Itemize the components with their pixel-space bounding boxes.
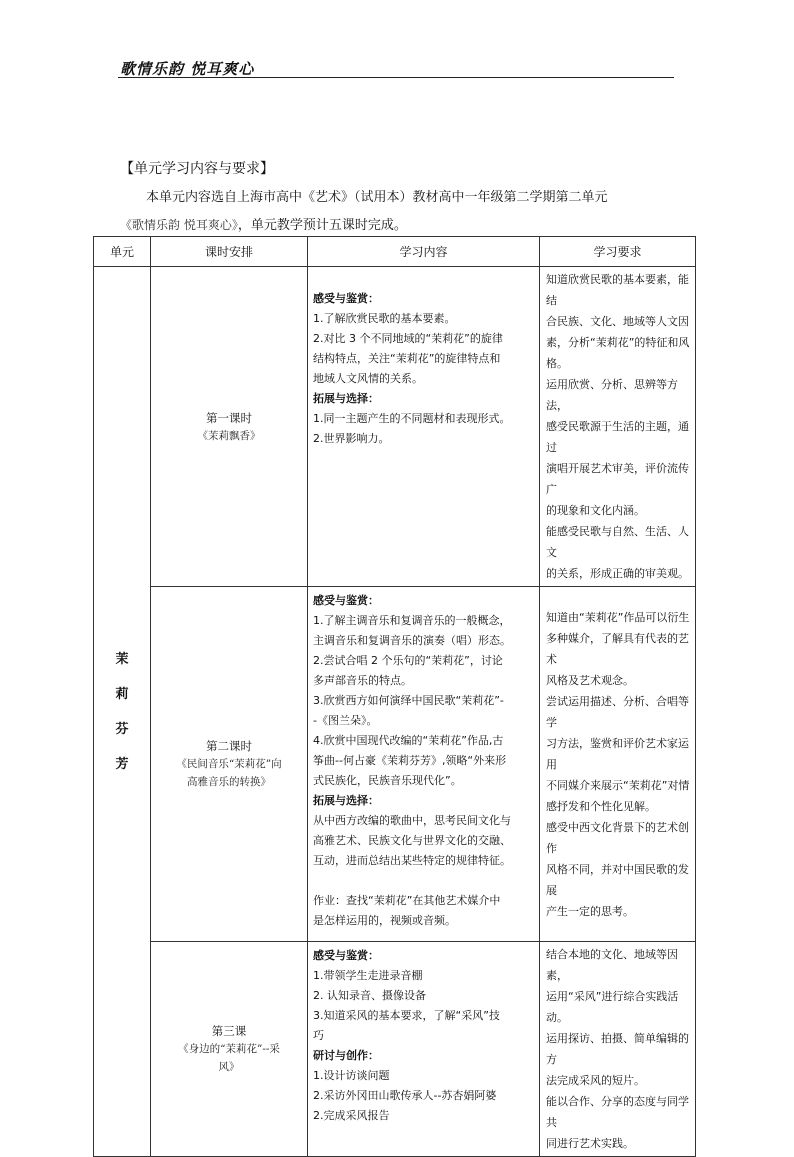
header-title: 歌情乐韵 悦耳爽心 xyxy=(120,60,255,78)
lesson-title: 第一课时 xyxy=(206,410,252,425)
content-subheading: 研讨与创作： xyxy=(313,1049,379,1062)
requirement-line: 不同媒介来展示“茉莉花”对情 xyxy=(546,778,690,792)
requirements-cell xyxy=(540,267,696,587)
content-line: 2.尝试合唱 2 个乐句的“茉莉花”，讨论 xyxy=(313,654,503,667)
content-subheading: 感受与鉴赏： xyxy=(313,292,379,305)
lesson-title: 第二课时 xyxy=(206,739,252,753)
intro-book-title: 《歌情乐韵 悦耳爽心》 xyxy=(120,218,238,232)
lesson-subtitle: 《民间音乐“茉莉花”向 xyxy=(176,758,282,770)
content-line: 多声部音乐的特点。 xyxy=(313,674,412,687)
content-subheading: 拓展与选择： xyxy=(313,392,379,405)
content-cell xyxy=(308,587,540,942)
content-line: 2.对比 3 个不同地域的“茉莉花”的旋律 xyxy=(313,332,503,345)
content-line: 1.了解欣赏民歌的基本要素。 xyxy=(313,312,456,325)
lesson-cell xyxy=(151,587,308,942)
requirements-cell xyxy=(540,942,696,1157)
content-cell xyxy=(308,942,540,1157)
requirement-line: 能感受民歌与自然、生活、人文 xyxy=(546,525,689,559)
requirement-line: 的现象和文化内涵。 xyxy=(546,504,645,517)
content-line: 互动，进而总结出某些特定的规律特征。 xyxy=(313,854,511,867)
content-list xyxy=(313,591,535,931)
content-line: 1.设计访谈问题 xyxy=(313,1069,390,1082)
requirements-list xyxy=(546,607,691,922)
requirement-line: 感受中西文化背景下的艺术创作 xyxy=(546,820,689,855)
intro-line-1: 本单元内容选自上海市高中《艺术》（试用本）教材高中一年级第二学期第二单元 xyxy=(146,190,608,205)
content-line: 主调音乐和复调音乐的演奏（唱）形态。 xyxy=(313,634,511,647)
content-line: 4.欣赏中国现代改编的“茉莉花”作品,古 xyxy=(313,734,504,747)
requirement-line: 素，分析“茉莉花”的特征和风 xyxy=(546,336,690,349)
requirement-line: 演唱开展艺术审美，评价流传广 xyxy=(546,462,689,496)
content-line: 作业：查找“茉莉花”在其他艺术媒介中 xyxy=(313,894,501,907)
table-header-row xyxy=(94,237,696,267)
content-line: 筝曲--何占豪《茉莉芬芳》,领略“外来形 xyxy=(313,754,507,767)
content-line: 结构特点，关注“茉莉花”的旋律特点和 xyxy=(313,352,501,365)
lesson-cell xyxy=(151,267,308,587)
content-list xyxy=(313,946,535,1126)
unit-plan-table xyxy=(93,236,696,1157)
requirement-line: 能以合作、分享的态度与同学共 xyxy=(546,1095,689,1129)
content-line: 3.知道采风的基本要求，了解“采风”技 xyxy=(313,1009,500,1022)
requirement-line: 运用“采风”进行综合实践活 xyxy=(546,990,679,1003)
requirements-list xyxy=(546,269,691,584)
header-lesson: 课时安排 xyxy=(151,237,308,267)
requirement-line: 运用欣赏、分析、思辨等方法， xyxy=(546,378,678,412)
lesson-cell xyxy=(151,942,308,1157)
requirement-line: 知道欣赏民歌的基本要素，能结 xyxy=(546,273,689,307)
content-line: 2.完成采风报告 xyxy=(313,1109,390,1122)
requirement-line: 尝试运用描述、分析、合唱等学 xyxy=(546,694,689,729)
lesson-subtitle: 《身边的“茉莉花”--采 xyxy=(178,1043,280,1055)
content-subheading: 感受与鉴赏： xyxy=(313,594,379,607)
content-line: 1.同一主题产生的不同题材和表现形式。 xyxy=(313,412,511,425)
lesson-subtitle-2: 高雅音乐的转换》 xyxy=(187,776,271,788)
content-line: 2.世界影响力。 xyxy=(313,432,390,445)
table-row xyxy=(94,267,696,587)
requirement-line: 风格及艺术观念。 xyxy=(546,673,634,687)
content-line: 式民族化，民族音乐现代化”。 xyxy=(313,774,462,787)
section-heading: 【单元学习内容与要求】 xyxy=(120,161,274,177)
header-requirements: 学习要求 xyxy=(540,237,696,267)
content-line: -《图兰朵》。 xyxy=(313,714,378,727)
requirement-line: 法完成采风的短片。 xyxy=(546,1074,645,1087)
content-line: 2.采访外冈田山歌传承人--苏杏娟阿婆 xyxy=(313,1089,497,1102)
requirement-line: 感受民歌源于生活的主题，通过 xyxy=(546,420,689,454)
lesson-subtitle: 《茉莉飘香》 xyxy=(197,429,261,442)
content-line: 3.欣赏西方如何演绎中国民歌“茉莉花”- xyxy=(313,694,504,707)
requirement-line: 多种媒介，了解具有代表的艺术 xyxy=(546,631,689,666)
requirement-line: 格。 xyxy=(546,357,568,370)
unit-cell xyxy=(94,267,151,1157)
requirement-line: 动。 xyxy=(546,1011,568,1024)
unit-name: 茉莉芬芳 xyxy=(115,651,129,772)
requirement-line: 感抒发和个性化见解。 xyxy=(546,799,656,813)
content-line: 地域人文风情的关系。 xyxy=(313,372,423,385)
content-line: 是怎样运用的，视频或音频。 xyxy=(313,914,456,927)
header-rule xyxy=(118,77,674,78)
lesson-subtitle-2: 风》 xyxy=(218,1061,240,1073)
header-unit: 单元 xyxy=(94,237,151,267)
requirement-line: 运用探访、拍摄、简单编辑的方 xyxy=(546,1032,689,1066)
content-line: 2. 认知录音、摄像设备 xyxy=(313,989,426,1002)
requirement-line: 产生一定的思考。 xyxy=(546,904,634,918)
requirement-line: 合民族、文化、地域等人文因 xyxy=(546,315,689,328)
table-row xyxy=(94,587,696,942)
requirement-line: 结合本地的文化、地域等因素， xyxy=(546,948,678,982)
content-line: 高雅艺术、民族文化与世界文化的交融、 xyxy=(313,834,511,847)
requirement-line: 风格不同，并对中国民歌的发展 xyxy=(546,862,689,897)
content-line: 1.了解主调音乐和复调音乐的一般概念， xyxy=(313,614,511,627)
table-row xyxy=(94,942,696,1157)
requirement-line: 习方法，鉴赏和评价艺术家运用 xyxy=(546,736,689,771)
requirement-line: 的关系，形成正确的审美观。 xyxy=(546,567,689,580)
header-content: 学习内容 xyxy=(308,237,540,267)
intro-line-2 xyxy=(120,214,407,233)
requirement-line: 知道由“茉莉花”作品可以衍生 xyxy=(546,610,690,624)
content-line: 从中西方改编的歌曲中，思考民间文化与 xyxy=(313,814,511,827)
requirement-line: 同进行艺术实践。 xyxy=(546,1137,634,1150)
requirements-cell xyxy=(540,587,696,942)
content-cell xyxy=(308,267,540,587)
content-line: 1.带领学生走进录音棚 xyxy=(313,969,423,982)
content-line: 巧 xyxy=(313,1029,324,1042)
lesson-title: 第三课 xyxy=(211,1024,247,1038)
content-list xyxy=(313,289,535,449)
content-subheading: 拓展与选择： xyxy=(313,794,379,807)
content-gap xyxy=(313,871,535,891)
content-subheading: 感受与鉴赏： xyxy=(313,949,379,962)
intro-line-2-text: ，单元教学预计五课时完成。 xyxy=(237,218,407,233)
